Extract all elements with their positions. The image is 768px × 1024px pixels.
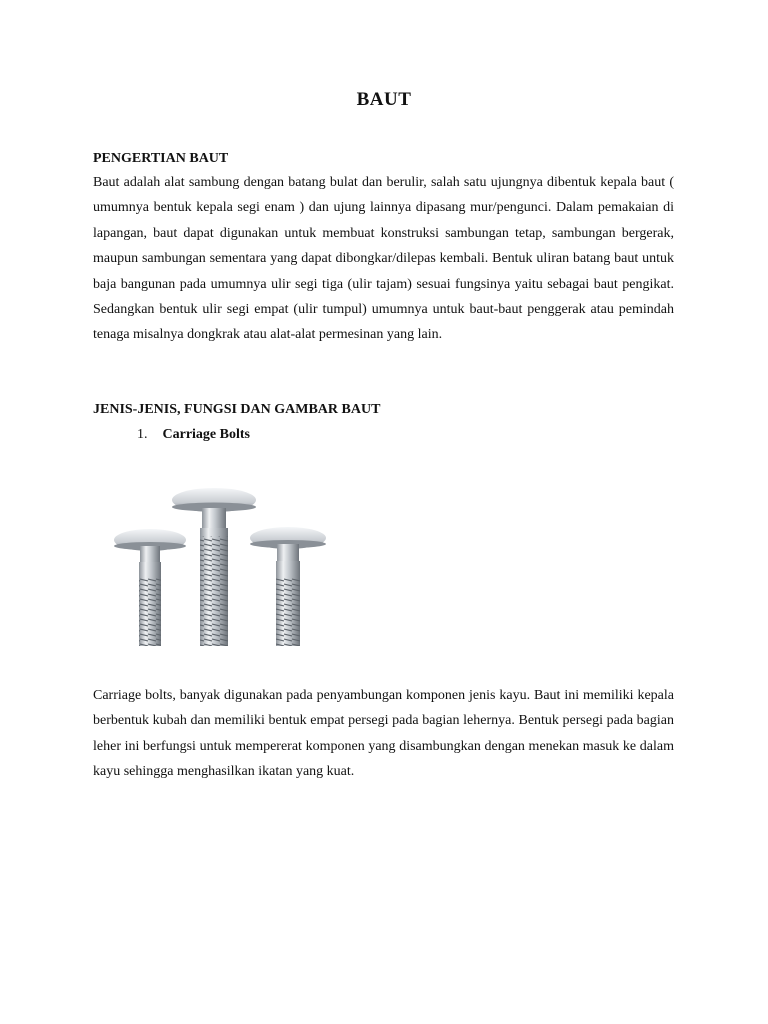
bolt-right — [250, 527, 326, 646]
bolt-left — [114, 529, 186, 646]
list-item-number: 1. — [137, 427, 148, 442]
paragraph-pengertian: Baut adalah alat sambung dengan batang bulat dan berulir, salah satu ujungnya dibentuk kepala baut ( umumnya bentuk kepala segi enam ) dan ujung lainnya dipasang mur/pengunci. Dalam pemakaian di lapangan, baut dapat digunakan untuk membuat konstruksi sambungan tetap, sambungan bergerak, maupun sambungan sementara yang dapat dibongkar/dilepas kembali. Bentuk uliran batang baut untuk baja bangunan pada umumnya ulir segi tiga (ulir tajam) sesuai fungsinya yaitu sebagai baut pengikat. Sedangkan bentuk ulir segi empat (ulir tumpul) umumnya untuk baut-baut penggerak atau pemindah tenaga misalnya dongkrak atau alat-alat permesinan yang lain. — [93, 175, 674, 343]
document-title: BAUT — [356, 89, 412, 110]
carriage-bolts-image — [108, 478, 333, 653]
bolt-middle — [172, 488, 256, 646]
section-heading-pengertian: PENGERTIAN BAUT — [93, 151, 229, 166]
list-item-carriage-bolts — [137, 427, 250, 443]
paragraph-carriage-bolts: Carriage bolts, banyak digunakan pada penyambungan komponen jenis kayu. Baut ini memiliki kepala berbentuk kubah dan memiliki bentuk empat persegi pada bagian lehernya. Bentuk persegi pada bagian leher ini berfungsi untuk mempererat komponen yang disambungkan dengan menekan masuk ke dalam kayu sehingga menghasilkan ikatan yang kuat. — [93, 688, 674, 780]
section-heading-jenis: JENIS-JENIS, FUNGSI DAN GAMBAR BAUT — [93, 402, 381, 417]
list-item-label: Carriage Bolts — [162, 427, 250, 442]
